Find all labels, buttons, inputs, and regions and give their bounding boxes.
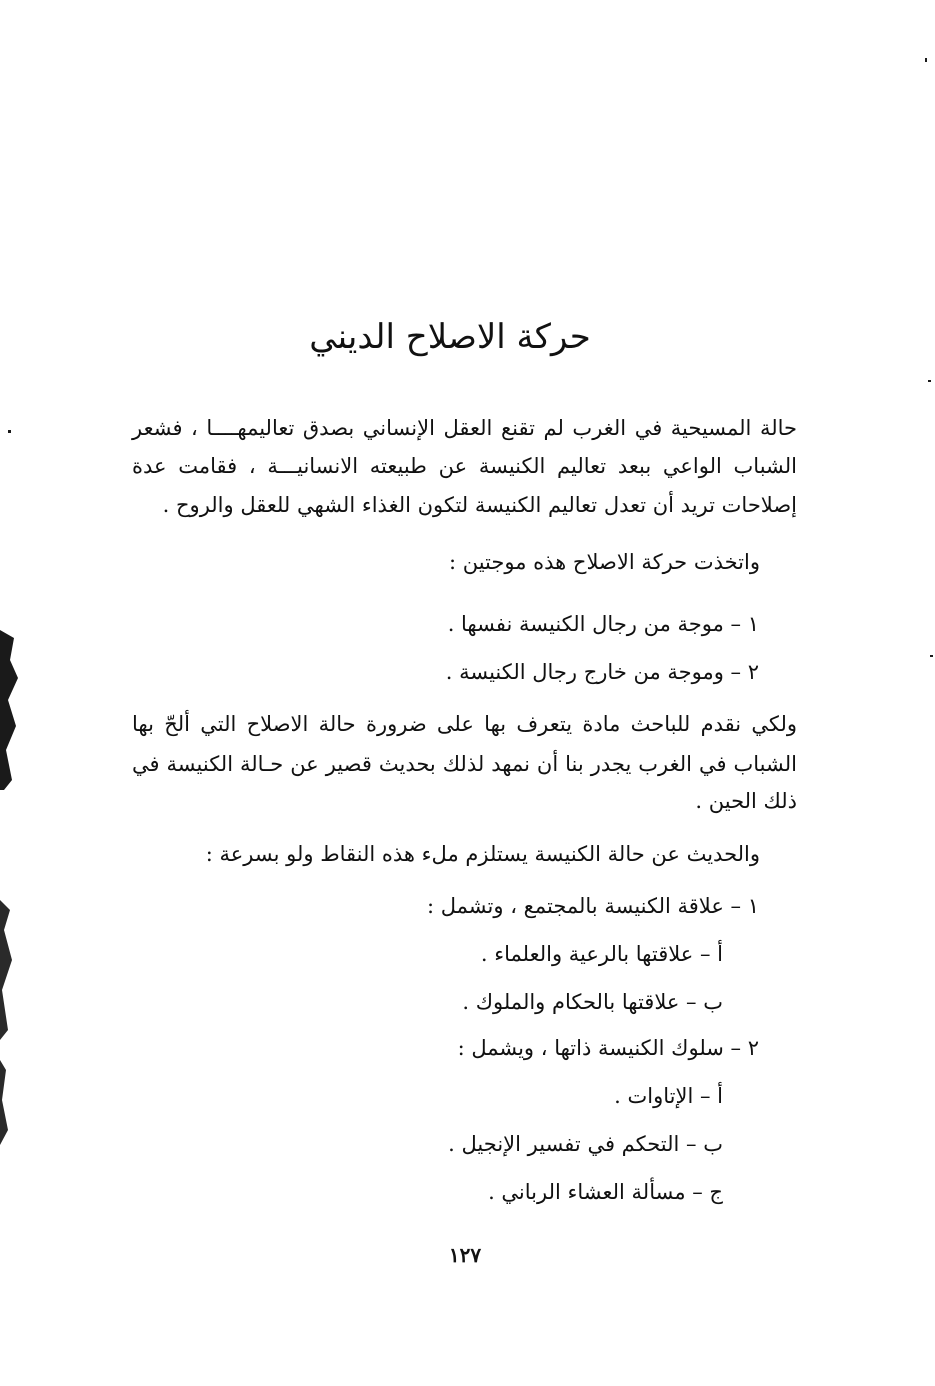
chapter-heading: حركة الاصلاح الديني <box>309 317 591 357</box>
page-number: ١٢٧ <box>448 1243 482 1267</box>
intro-line-3: إصلاحات تريد أن تعدل تعاليم الكنيسة لتكون الغذاء الشهي للعقل والروح . <box>162 493 797 517</box>
para2-line-1: ولكي نقدم للباحث مادة يتعرف بها على ضرورة حالة الاصلاح التي ألحّ بها <box>132 712 797 736</box>
para2-line-3: ذلك الحين . <box>695 789 797 813</box>
scan-speck <box>928 380 931 382</box>
outline-item-1b: ب – علاقتها بالحكام والملوك . <box>462 990 723 1014</box>
wave-item-1: ١ – موجة من رجال الكنيسة نفسها . <box>447 612 759 636</box>
scan-edge-artifact <box>0 630 30 1150</box>
scan-speck <box>8 430 11 433</box>
outline-item-1: ١ – علاقة الكنيسة بالمجتمع ، وتشمل : <box>427 894 759 918</box>
scan-speck <box>930 655 933 657</box>
outline-item-2a: أ – الإتاوات . <box>614 1084 723 1108</box>
waves-intro: واتخذت حركة الاصلاح هذه موجتين : <box>448 550 760 574</box>
points-intro: والحديث عن حالة الكنيسة يستلزم ملء هذه النقاط ولو بسرعة : <box>205 842 760 866</box>
intro-line-1: حالة المسيحية في الغرب لم تقنع العقل الإنساني بصدق تعاليمهــــا ، فشعر <box>132 416 797 440</box>
scan-speck <box>925 58 927 62</box>
outline-item-2b: ب – التحكم في تفسير الإنجيل . <box>448 1132 723 1156</box>
outline-item-2c: ج – مسألة العشاء الرباني . <box>488 1180 723 1204</box>
outline-item-2: ٢ – سلوك الكنيسة ذاتها ، ويشمل : <box>457 1036 759 1060</box>
wave-item-2: ٢ – وموجة من خارج رجال الكنيسة . <box>445 660 759 684</box>
outline-item-1a: أ – علاقتها بالرعية والعلماء . <box>480 942 723 966</box>
para2-line-2: الشباب في الغرب يجدر بنا أن نمهد لذلك بحديث قصير عن حـالة الكنيسة في <box>132 752 797 776</box>
intro-line-2: الشباب الواعي ببعد تعاليم الكنيسة عن طبيعته الانسانيـــة ، فقامت عدة <box>132 454 797 478</box>
